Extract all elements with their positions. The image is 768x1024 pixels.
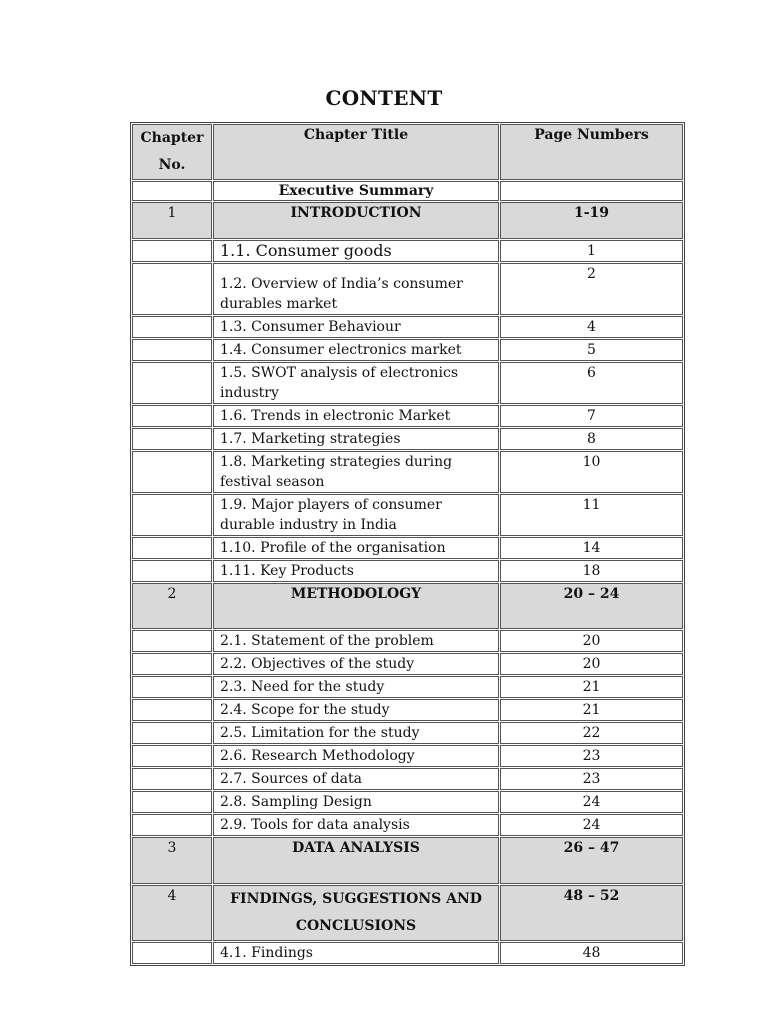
- table-row: [132, 653, 683, 675]
- section-title: 1.9. Major players of consumer durable industry in India: [213, 494, 499, 536]
- table-row: [132, 537, 683, 559]
- table-row: [132, 630, 683, 652]
- chapter-number: 3: [132, 837, 212, 884]
- chapter-row: [132, 202, 683, 239]
- table-row: [132, 942, 683, 964]
- table-row: [132, 263, 683, 315]
- chapter-pages: 26 – 47: [500, 837, 683, 884]
- section-title: 1.2. Overview of India’s consumer durables market: [213, 263, 499, 315]
- section-page: 23: [500, 768, 683, 790]
- section-page: 20: [500, 630, 683, 652]
- chapter-title: INTRODUCTION: [213, 202, 499, 239]
- table-row: [132, 240, 683, 262]
- empty-cell: [132, 316, 212, 338]
- table-row: [132, 768, 683, 790]
- executive-summary-row: [132, 181, 683, 201]
- empty-cell: [132, 263, 212, 315]
- chapter-number: 2: [132, 583, 212, 629]
- table-row: [132, 362, 683, 404]
- empty-cell: [132, 240, 212, 262]
- section-title: 1.5. SWOT analysis of electronics industry: [213, 362, 499, 404]
- empty-cell: [132, 653, 212, 675]
- empty-cell: [132, 494, 212, 536]
- table-row: [132, 745, 683, 767]
- section-page: 11: [500, 494, 683, 536]
- section-title: 1.8. Marketing strategies during festival season: [213, 451, 499, 493]
- empty-cell: [132, 722, 212, 744]
- section-title: 1.1. Consumer goods: [213, 240, 499, 262]
- empty-cell: [132, 791, 212, 813]
- table-row: [132, 451, 683, 493]
- section-title: 1.4. Consumer electronics market: [213, 339, 499, 361]
- header-page-numbers: Page Numbers: [500, 124, 683, 180]
- empty-cell: [132, 428, 212, 450]
- chapter-row: [132, 885, 683, 941]
- table-row: [132, 316, 683, 338]
- table-row: [132, 339, 683, 361]
- section-page: 23: [500, 745, 683, 767]
- table-row: [132, 560, 683, 582]
- contents-table: [130, 122, 685, 966]
- section-title: 2.8. Sampling Design: [213, 791, 499, 813]
- empty-cell: [500, 181, 683, 201]
- section-page: 24: [500, 814, 683, 836]
- chapter-row: [132, 837, 683, 884]
- chapter-title: DATA ANALYSIS: [213, 837, 499, 884]
- table-row: [132, 791, 683, 813]
- chapter-number: 1: [132, 202, 212, 239]
- table-row: [132, 405, 683, 427]
- section-page: 6: [500, 362, 683, 404]
- section-page: 21: [500, 676, 683, 698]
- chapter-pages: 1-19: [500, 202, 683, 239]
- header-chapter-no: Chapter No.: [132, 124, 212, 180]
- empty-cell: [132, 339, 212, 361]
- section-page: 24: [500, 791, 683, 813]
- table-row: [132, 676, 683, 698]
- section-page: 1: [500, 240, 683, 262]
- section-page: 10: [500, 451, 683, 493]
- empty-cell: [132, 181, 212, 201]
- section-title: 2.5. Limitation for the study: [213, 722, 499, 744]
- section-title: 1.10. Profile of the organisation: [213, 537, 499, 559]
- section-page: 18: [500, 560, 683, 582]
- empty-cell: [132, 405, 212, 427]
- empty-cell: [132, 814, 212, 836]
- table-row: [132, 722, 683, 744]
- table-row: [132, 814, 683, 836]
- section-title: 4.1. Findings: [213, 942, 499, 964]
- section-page: 2: [500, 263, 683, 315]
- chapter-pages: 48 – 52: [500, 885, 683, 941]
- section-page: 48: [500, 942, 683, 964]
- section-page: 20: [500, 653, 683, 675]
- empty-cell: [132, 630, 212, 652]
- empty-cell: [132, 699, 212, 721]
- section-page: 5: [500, 339, 683, 361]
- chapter-title: METHODOLOGY: [213, 583, 499, 629]
- empty-cell: [132, 560, 212, 582]
- table-header-row: [132, 124, 683, 180]
- chapter-title: FINDINGS, SUGGESTIONS AND CONCLUSIONS: [213, 885, 499, 941]
- section-page: 8: [500, 428, 683, 450]
- empty-cell: [132, 362, 212, 404]
- section-title: 1.11. Key Products: [213, 560, 499, 582]
- section-title: 2.7. Sources of data: [213, 768, 499, 790]
- empty-cell: [132, 942, 212, 964]
- section-page: 7: [500, 405, 683, 427]
- empty-cell: [132, 768, 212, 790]
- chapter-number: 4: [132, 885, 212, 941]
- section-title: 2.3. Need for the study: [213, 676, 499, 698]
- chapter-pages: 20 – 24: [500, 583, 683, 629]
- table-row: [132, 428, 683, 450]
- section-title: 1.6. Trends in electronic Market: [213, 405, 499, 427]
- empty-cell: [132, 537, 212, 559]
- section-title: 1.7. Marketing strategies: [213, 428, 499, 450]
- section-title: 2.2. Objectives of the study: [213, 653, 499, 675]
- empty-cell: [132, 676, 212, 698]
- section-page: 14: [500, 537, 683, 559]
- chapter-row: [132, 583, 683, 629]
- empty-cell: [132, 745, 212, 767]
- page-title: CONTENT: [325, 86, 443, 110]
- section-page: 21: [500, 699, 683, 721]
- section-title: 2.1. Statement of the problem: [213, 630, 499, 652]
- executive-summary-title: Executive Summary: [213, 181, 499, 201]
- section-title: 1.3. Consumer Behaviour: [213, 316, 499, 338]
- section-title: 2.4. Scope for the study: [213, 699, 499, 721]
- table-row: [132, 699, 683, 721]
- table-row: [132, 494, 683, 536]
- header-chapter-title: Chapter Title: [213, 124, 499, 180]
- empty-cell: [132, 451, 212, 493]
- section-title: 2.9. Tools for data analysis: [213, 814, 499, 836]
- section-title: 2.6. Research Methodology: [213, 745, 499, 767]
- section-page: 4: [500, 316, 683, 338]
- section-page: 22: [500, 722, 683, 744]
